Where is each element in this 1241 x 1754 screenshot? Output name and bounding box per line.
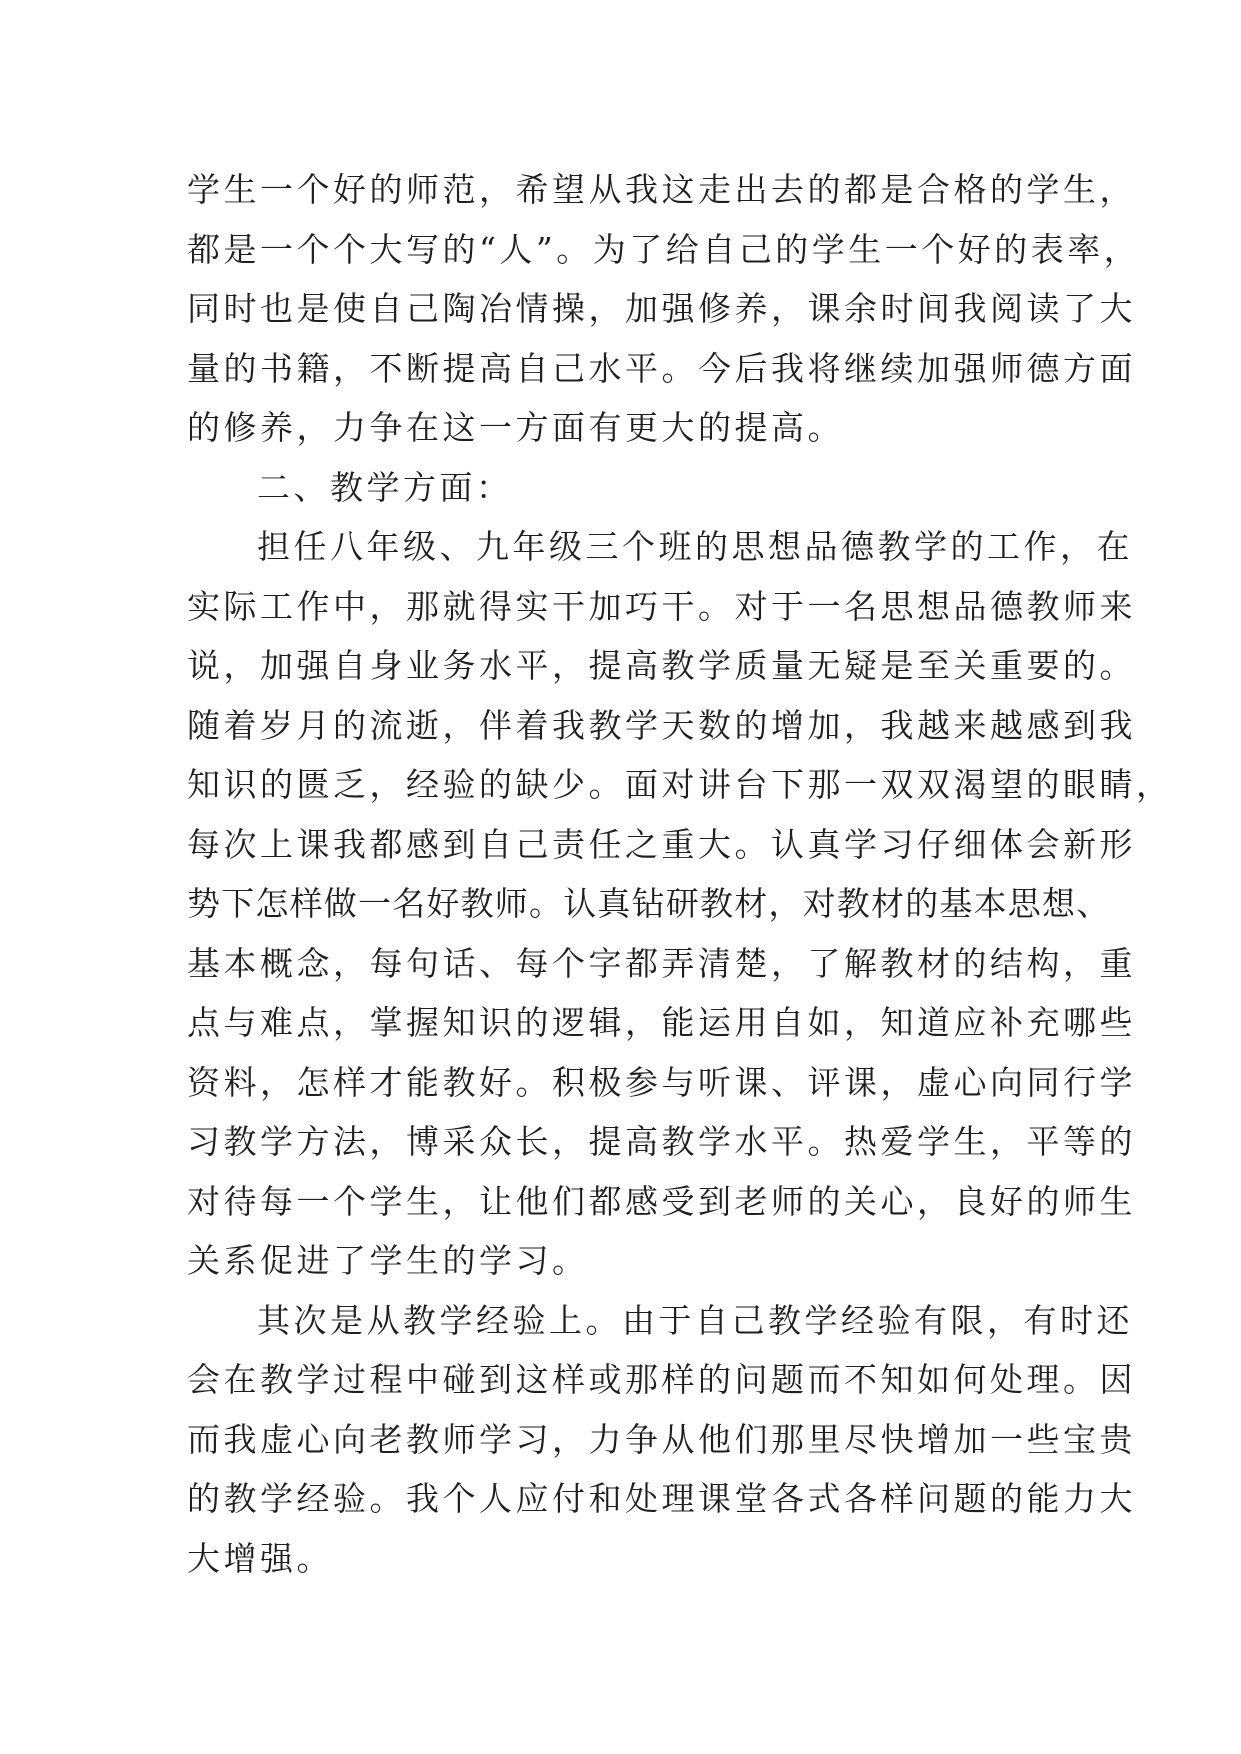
document-body	[187, 160, 1173, 1588]
text-line: 都是一个个大写的“人”。为了给自己的学生一个好的表率，	[187, 229, 1141, 269]
text-line: 资料，怎样才能教好。积极参与听课、评课，虚心向同行学	[187, 1062, 1136, 1102]
text-line: 关系促进了学生的学习。	[187, 1241, 589, 1280]
paragraph-teaching-experience	[187, 1291, 1136, 1589]
text-line: 同时也是使自己陶冶情操，加强修养，课余时间我阅读了大	[187, 289, 1136, 328]
section-heading: 二、教学方面：	[257, 467, 513, 507]
section-heading-teaching	[187, 458, 1077, 518]
text-line: 对待每一个学生，让他们都感受到老师的关心，良好的师生	[187, 1181, 1136, 1221]
text-line: 每次上课我都感到自己责任之重大。认真学习仔细体会新形	[187, 824, 1136, 864]
text-line: 担任八年级、九年级三个班的思想品德教学的工作，在	[257, 527, 1133, 566]
paragraph-teaching-work	[187, 517, 1173, 1291]
text-line: 势下怎样做一名好教师。认真钻研教材，对教材的基本思想、	[187, 884, 1111, 923]
text-line: 的修养，力争在这一方面有更大的提高。	[187, 408, 844, 447]
text-line: 随着岁月的流逝，伴着我教学天数的增加，我越来越感到我	[187, 705, 1136, 745]
text-line: 基本概念，每句话、每个字都弄清楚，了解教材的结构，重	[187, 943, 1136, 983]
text-line: 量的书籍，不断提高自己水平。今后我将继续加强师德方面	[187, 348, 1136, 388]
paragraph-teacher-ethics	[187, 160, 1141, 458]
text-line: 习教学方法，博采众长，提高教学水平。热爱学生，平等的	[187, 1122, 1136, 1161]
text-line: 的教学经验。我个人应付和处理课堂各式各样问题的能力大	[187, 1479, 1136, 1518]
text-line: 学生一个好的师范，希望从我这走出去的都是合格的学生，	[187, 170, 1136, 209]
text-line: 说，加强自身业务水平，提高教学质量无疑是至关重要的。	[187, 646, 1136, 685]
text-line: 大增强。	[187, 1538, 333, 1578]
text-line: 点与难点，掌握知识的逻辑，能运用自如，知道应补充哪些	[187, 1003, 1136, 1042]
text-line: 会在教学过程中碰到这样或那样的问题而不知如何处理。因	[187, 1360, 1136, 1399]
text-line: 其次是从教学经验上。由于自己教学经验有限，有时还	[257, 1300, 1133, 1340]
text-line: 而我虚心向老教师学习，力争从他们那里尽快增加一些宝贵	[187, 1419, 1136, 1459]
text-line: 知识的匮乏，经验的缺少。面对讲台下那一双双渴望的眼睛，	[187, 765, 1173, 804]
text-line: 实际工作中，那就得实干加巧干。对于一名思想品德教师来	[187, 586, 1136, 626]
